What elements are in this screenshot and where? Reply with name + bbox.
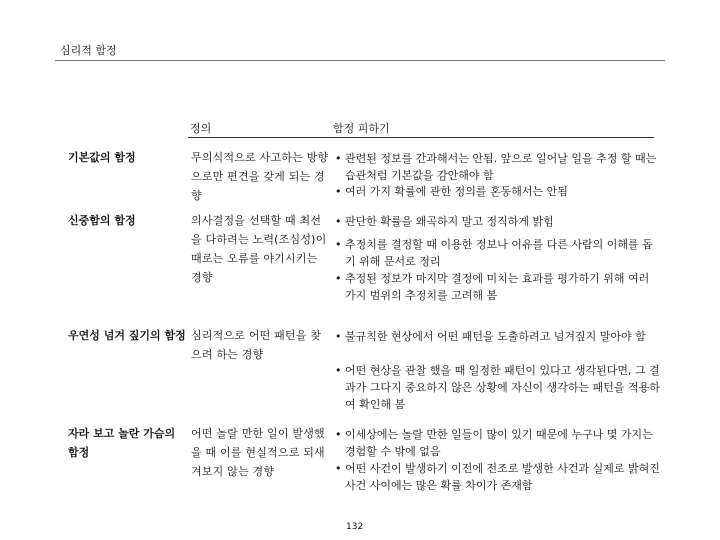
column-header-definition: 정의 xyxy=(190,122,212,135)
row-definition-default-trap: 무의식적으로 사고하는 방향으로만 편견을 갖게 되는 경향 xyxy=(191,151,329,202)
table-header-divider xyxy=(188,137,654,138)
column-header-avoid: 함정 피하기 xyxy=(333,122,390,135)
bullet-icon: • xyxy=(335,185,342,198)
list-item xyxy=(335,460,660,494)
bullet-text: 추정된 정보가 마지막 결정에 미치는 효과를 평가하기 위해 여러 가지 범위의 추정치를 고려해 봄 xyxy=(345,272,650,302)
list-item xyxy=(335,213,660,230)
bullet-icon: • xyxy=(335,238,342,251)
header-divider xyxy=(55,60,665,61)
bullet-icon: • xyxy=(335,330,342,343)
bullet-icon: • xyxy=(335,152,342,165)
bullet-icon: • xyxy=(335,364,342,377)
bullet-text: 불규칙한 현상에서 어떤 패턴을 도출하려고 넘겨짚지 말아야 함 xyxy=(345,330,646,343)
list-item xyxy=(335,362,660,413)
row-label-surprise-trap: 자라 보고 놀란 가슴의 함정 xyxy=(68,427,176,459)
row-definition-prudence-trap: 의사결정을 선택할 때 최선을 다하려는 노력(조심성)이 때로는 오류를 야기시키는 경향 xyxy=(191,214,327,284)
page-number: 132 xyxy=(346,522,364,532)
list-item xyxy=(335,236,660,270)
list-item xyxy=(335,426,660,460)
bullet-icon: • xyxy=(335,428,342,441)
bullet-text: 어떤 사건이 발생하기 이전에 전조로 발생한 사건과 실제로 밝혀진 사건 사이에는 많은 확률 차이가 존재함 xyxy=(345,462,660,492)
page-title: 심리적 함정 xyxy=(60,44,117,57)
bullet-text: 추정치를 결정할 때 이용한 정보나 이유를 다른 사람의 이해를 돕기 위해 문서로 정리 xyxy=(345,238,653,268)
bullet-icon: • xyxy=(335,215,342,228)
row-definition-randomness-trap: 심리적으로 어떤 패턴을 찾으려 하는 경향 xyxy=(191,329,322,361)
bullet-text: 이세상에는 놀랄 만한 일들이 많이 있기 때문에 누구나 몇 가지는 경험할 수 밖에 없음 xyxy=(345,428,653,458)
bullet-text: 관련된 정보를 간과해서는 안됨. 앞으로 일어날 일을 추정 할 때는 습관처럼 기본값을 감안해야 함 xyxy=(345,152,657,182)
list-item xyxy=(335,183,660,200)
row-label-randomness-trap: 우연성 넘겨 짚기의 함정 xyxy=(68,329,186,342)
list-item xyxy=(335,328,660,345)
row-label-prudence-trap: 신중함의 함정 xyxy=(68,214,136,227)
bullet-icon: • xyxy=(335,272,342,285)
bullet-icon: • xyxy=(335,462,342,475)
bullet-text: 여러 가지 확률에 관한 정의를 혼동해서는 안됨 xyxy=(345,185,568,198)
row-definition-surprise-trap: 어떤 놀랄 만한 일이 발생했을 때 이를 현실적으로 되새겨보지 않는 경향 xyxy=(191,427,325,478)
bullet-text: 판단한 확률을 왜곡하지 말고 정직하게 밝힘 xyxy=(345,215,554,228)
row-label-default-trap: 기본값의 함정 xyxy=(68,151,136,164)
bullet-text: 어떤 현상을 관찰 했을 때 일정한 패턴이 있다고 생각된다면, 그 결과가 그다지 중요하지 않은 상황에 자신이 생각하는 패턴을 적용하여 확인해 봄 xyxy=(345,364,660,411)
list-item xyxy=(335,150,660,184)
list-item xyxy=(335,270,660,304)
